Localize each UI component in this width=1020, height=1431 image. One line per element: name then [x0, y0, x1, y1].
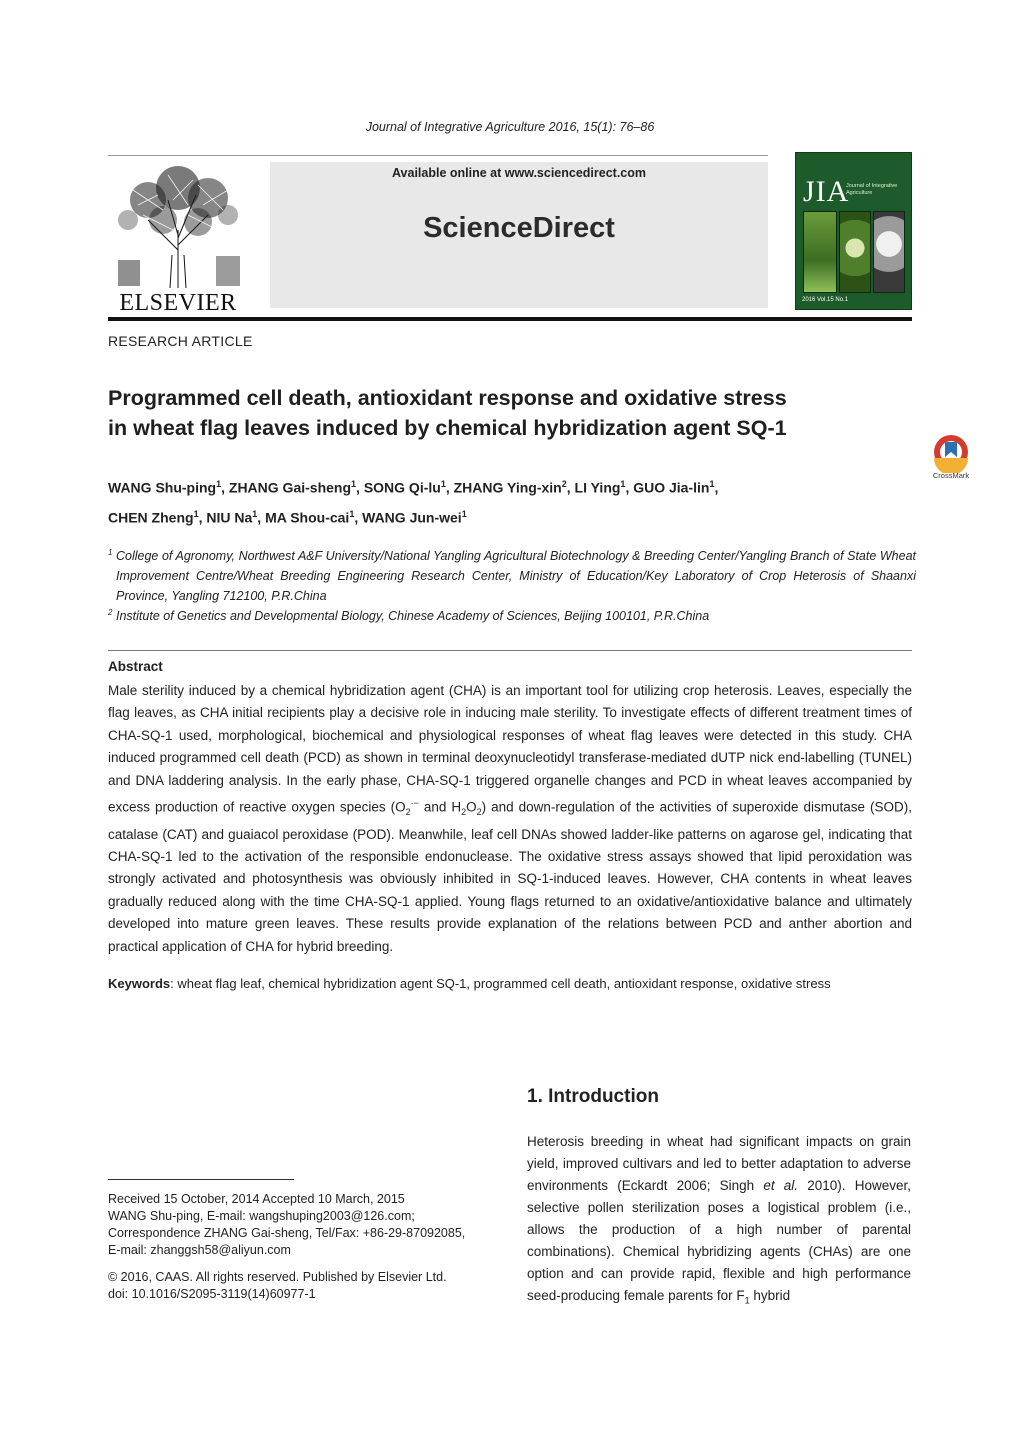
- author-name[interactable]: MA Shou-cai: [265, 509, 350, 526]
- author-affiliation-marker: 1: [440, 479, 446, 489]
- affiliation-number: 2: [108, 608, 113, 617]
- header-top-rule: [108, 155, 768, 156]
- author-affiliation-marker: 1: [216, 479, 222, 489]
- affiliation-item: [108, 546, 916, 606]
- elsevier-tree-icon: [108, 160, 248, 288]
- journal-citation: Journal of Integrative Agriculture 2016, 15(1): 76–86: [365, 120, 655, 134]
- author-list: [108, 471, 908, 530]
- article-title: [108, 383, 928, 443]
- introduction-text: Heterosis breeding in wheat had significant impacts on grain yield, improved cultivars and led to better adaptation to adverse environments (Eckardt 2006; Singh: [527, 1134, 911, 1193]
- author-affiliation-marker: 1: [351, 479, 357, 489]
- introduction-text: 2010). However, selective pollen sterilization poses a logistical problem (i.e., allows the production of a high number of parental combinations). Chemical hybridizing agents (CHAs) are one option and can provide rapid, flexible and high performance seed-producing female parents for F: [527, 1178, 911, 1303]
- abstract-text: and H: [418, 799, 462, 815]
- author-line-1: WANG Shu-ping$^1$, ZHANG Gai-sheng$^1$, SONG $Qi-lu^1$, ZHANG Ying-xin$^2$, LI Ying$^1$, GUO Jia-lin$^1$,: [108, 479, 719, 496]
- abstract-subscript: 2: [461, 807, 467, 818]
- cover-issue-line: 2016 Vol.15 No.1: [802, 297, 849, 303]
- doi-link[interactable]: doi: 10.1016/S2095-3119(14)60977-1: [108, 1287, 316, 1301]
- sciencedirect-name: ScienceDirect: [423, 212, 615, 244]
- abstract-subscript: 2: [476, 807, 482, 818]
- abstract-heading: Abstract: [108, 659, 163, 674]
- author-affiliation-marker: 1: [709, 479, 715, 489]
- cover-abbrev: JIA: [803, 175, 850, 208]
- abstract-text: ) and down-regulation of the activities of superoxide dismutase (SOD), catalase (CAT) and guaiacol peroxidase (POD). Meanwhile, leaf cell DNAs showed ladder-like patterns on agarose gel, indicating that CHA-SQ-1 led to the activation of the responsible endonuclease. The oxidative stress assays showed that lipid peroxidation was strongly activated and photosynthesis was obviously inhibited in SQ-1-induced leaves. However, CHA contents in wheat leaves gradually reduced along with the time CHA-SQ-1 applied. Young flags returned to an oxidative/antioxidative balance and ultimately developed into mature green leaves. These results provide explanation of the relations between PCD and anther abortion and practical application of CHA for hybrid breeding.: [108, 799, 912, 954]
- author-name[interactable]: WANG Jun-wei: [362, 509, 462, 526]
- footnotes: [108, 1191, 508, 1259]
- keywords-line: [108, 976, 918, 991]
- elsevier-logo[interactable]: [108, 160, 248, 316]
- keywords-label: Keywords: [108, 976, 171, 991]
- cover-subtitle: Journal of Integrative Agriculture: [846, 183, 898, 196]
- available-online-text: Available online at www.sciencedirect.com: [391, 166, 647, 180]
- author-affiliation-marker: 2: [561, 479, 567, 489]
- copyright-block: [108, 1269, 508, 1303]
- header-bottom-rule: [108, 317, 912, 321]
- author-name[interactable]: ZHANG Ying-xin: [453, 479, 562, 496]
- author-name[interactable]: ZHANG Gai-sheng: [228, 479, 352, 496]
- crossmark-label: CrossMark: [932, 471, 970, 480]
- copyright-notice: © 2016, CAAS. All rights reserved. Published by Elsevier Ltd.: [108, 1270, 447, 1284]
- introduction-text: hybrid: [749, 1288, 791, 1303]
- author-contact-2: Correspondence ZHANG Gai-sheng, Tel/Fax: +86-29-87092085,: [108, 1226, 466, 1240]
- abstract-superscript: ·−: [410, 798, 419, 809]
- introduction-heading: 1. Introduction: [527, 1086, 659, 1107]
- article-type-label: RESEARCH ARTICLE: [108, 333, 253, 349]
- introduction-body: [527, 1131, 911, 1312]
- article-title-line-2: in wheat flag leaves induced by chemical hybridization agent SQ-1: [108, 416, 787, 440]
- crossmark-icon: [928, 433, 974, 473]
- cover-image-leaf: [803, 211, 837, 293]
- affiliation-list: [108, 546, 916, 626]
- author-name[interactable]: GUO Jia-lin: [633, 479, 710, 496]
- keywords-text: : wheat flag leaf, chemical hybridization agent SQ-1, programmed cell death, antioxidant response, oxidative stress: [170, 976, 831, 991]
- received-accepted-dates: Received 15 October, 2014 Accepted 10 March, 2015: [108, 1192, 405, 1206]
- author-name[interactable]: WANG Shu-ping: [108, 479, 217, 496]
- journal-cover-thumbnail[interactable]: [795, 152, 912, 310]
- cover-image-micrograph: [873, 211, 905, 293]
- abstract-subscript: 2: [405, 807, 411, 818]
- elsevier-wordmark: ELSEVIER: [119, 290, 237, 316]
- author-affiliation-marker: 1: [193, 508, 199, 519]
- abstract-body: [108, 680, 912, 958]
- author-affiliation-marker: 1: [252, 508, 258, 519]
- introduction-subscript: 1: [744, 1295, 750, 1306]
- crossmark-badge[interactable]: [928, 433, 974, 485]
- author-contact-1: WANG Shu-ping, E-mail: wangshuping2003@126.com;: [108, 1209, 415, 1223]
- author-line-2: CHEN Zheng$^1$, NIU Na$^1$, MA Shou-cai$^1$, WANG Jun-wei$^1$: [108, 508, 467, 526]
- affiliation-text: Institute of Genetics and Developmental Biology, Chinese Academy of Sciences, Beijing 100101, P.R.China: [116, 609, 710, 623]
- author-contact-3: E-mail: zhanggsh58@aliyun.com: [108, 1243, 291, 1257]
- affiliation-item: [108, 606, 916, 626]
- author-name[interactable]: CHEN Zheng: [108, 509, 194, 526]
- article-title-line-1: Programmed cell death, antioxidant response and oxidative stress: [108, 386, 787, 410]
- author-affiliation-marker: 1: [461, 508, 467, 519]
- author-name[interactable]: LI Ying: [574, 479, 621, 496]
- author-name[interactable]: SONG Qi-lu: [363, 479, 441, 496]
- affiliation-number: 1: [108, 548, 113, 557]
- introduction-etal: et al.: [763, 1178, 799, 1193]
- abstract-text: Male sterility induced by a chemical hybridization agent (CHA) is an important tool for utilizing crop heterosis. Leaves, especially the flag leaves, as CHA initial recipients play a decisive role in inducing male sterility. To investigate effects of different treatment times of CHA-SQ-1 used, morphological, biochemical and physiological responses of wheat flag leaves were detected in this study. CHA induced programmed cell death (PCD) as shown in terminal deoxynucleotidyl transferase-mediated dUTP nick end-labelling (TUNEL) and DNA laddering analysis. In the early phase, CHA-SQ-1 triggered organelle changes and PCD in wheat leaves accompanied by excess production of reactive oxygen species (O: [108, 683, 912, 815]
- footnote-rule: [108, 1179, 294, 1180]
- abstract-text: O: [466, 799, 477, 815]
- author-affiliation-marker: 1: [349, 508, 355, 519]
- cover-image-flower: [839, 211, 871, 293]
- abstract-top-rule: [108, 650, 912, 651]
- sciencedirect-banner[interactable]: [270, 162, 768, 308]
- author-affiliation-marker: 1: [620, 479, 626, 489]
- author-name[interactable]: NIU Na: [206, 509, 253, 526]
- affiliation-text: College of Agronomy, Northwest A&F University/National Yangling Agricultural Biotechnology & Breeding Center/Yangling Branch of State Wheat Improvement Centre/Wheat Breeding Engineering Research Center, Ministry of Education/Key Laboratory of Crop Heterosis of Shaanxi Province, Yangling 712100, P.R.China: [116, 549, 916, 603]
